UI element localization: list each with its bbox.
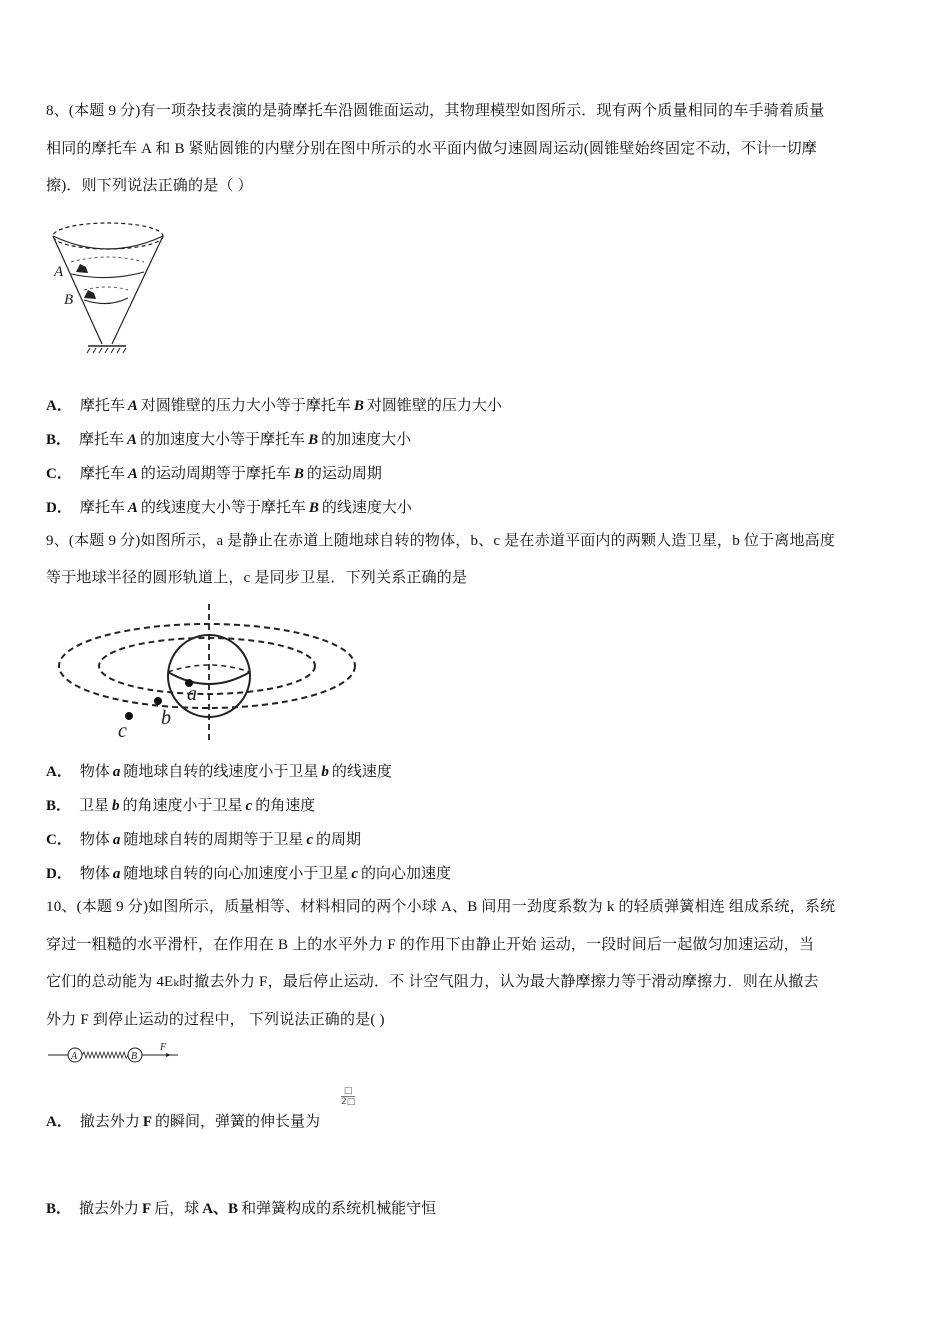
question-score: (本题 9 分) (76, 899, 149, 915)
q10-option-a[interactable]: A． 撤去外力 F 的瞬间，弹簧的伸长量为 (46, 1112, 321, 1130)
question-number: 9、 (46, 533, 69, 549)
svg-text:b: b (161, 707, 171, 729)
q10-stem-line-3: 它们的总动能为 4Eₖ时撤去外力 F，最后停止运动．不 计空气阻力，认为最大静摩擦力等于滑动摩擦力．则在从撤去 (46, 974, 819, 990)
q9-option-d[interactable]: D． 物体 a 随地球自转的向心加速度小于卫星 c 的向心加速度 (46, 864, 452, 882)
q9-stem-line-1: 9、(本题 9 分)如图所示，a 是静止在赤道上随地球自转的物体，b、c 是在赤道平面内的两颗人造卫星，b 位于离地高度 (46, 533, 836, 549)
q8-option-d[interactable]: D． 摩托车 A 的线速度大小等于摩托车 B 的线速度大小 (46, 498, 412, 516)
q9-option-a[interactable]: A． 物体 a 随地球自转的线速度小于卫星 b 的线速度 (46, 762, 392, 780)
svg-text:a: a (187, 683, 197, 705)
svg-text:B: B (64, 292, 74, 308)
question-score: (本题 9 分) (68, 103, 141, 119)
spring-figure (46, 1040, 181, 1066)
question-number: 8、 (46, 103, 69, 119)
q10-stem-line-2: 穿过一粗糙的水平滑杆，在作用在 B 上的水平外力 F 的作用下由静止开始 运动，一段时间后一起做匀加速运动，当 (46, 937, 815, 953)
q9-stem-line-2: 等于地球半径的圆形轨道上，c 是同步卫星．下列关系正确的是 (46, 570, 468, 586)
q10-option-b[interactable]: B． 撤去外力 F 后，球 A、B 和弹簧构成的系统机械能守恒 (46, 1199, 437, 1217)
q8-option-c[interactable]: C． 摩托车 A 的运动周期等于摩托车 B 的运动周期 (46, 464, 382, 482)
q8-option-a[interactable]: A． 摩托车 A 对圆锥壁的压力大小等于摩托车 B 对圆锥壁的压力大小 (46, 396, 502, 414)
orbit-figure (52, 600, 357, 745)
q9-option-c[interactable]: C． 物体 a 随地球自转的周期等于卫星 c 的周期 (46, 830, 362, 848)
q8-stem-line-2: 相同的摩托车 A 和 B 紧贴圆锥的内壁分别在图中所示的水平面内做匀速圆周运动(圆锥壁始终固定不动，不计一切摩 (46, 141, 818, 157)
svg-text:A: A (71, 1051, 78, 1062)
cone-figure (46, 214, 171, 356)
svg-text:c: c (118, 720, 127, 742)
question-number: 10、 (46, 899, 77, 915)
q8-option-b[interactable]: B． 摩托车 A 的加速度大小等于摩托车 B 的加速度大小 (46, 430, 412, 448)
svg-text:F: F (160, 1042, 167, 1053)
q8-stem-line-1: 8、(本题 9 分)有一项杂技表演的是骑摩托车沿圆锥面运动，其物理模型如图所示．现有两个质量相同的车手骑着质量 (46, 103, 825, 119)
question-score: (本题 9 分) (68, 533, 141, 549)
q10-stem-line-1: 10、(本题 9 分)如图所示，质量相等、材料相同的两个小球 A、B 间用一劲度系数为 k 的轻质弹簧相连 组成系统，系统 (46, 899, 836, 915)
q10-stem-line-4: 外力 F 到停止运动的过程中， 下列说法正确的是( ) (46, 1012, 385, 1028)
svg-text:A: A (54, 264, 64, 280)
q9-option-b[interactable]: B． 卫星 b 的角速度小于卫星 c 的角速度 (46, 796, 316, 814)
svg-text:B: B (131, 1051, 138, 1062)
fraction-image: □ 2□ (341, 1086, 356, 1107)
q8-stem-line-3: 擦)．则下列说法正确的是（ ） (46, 178, 253, 194)
